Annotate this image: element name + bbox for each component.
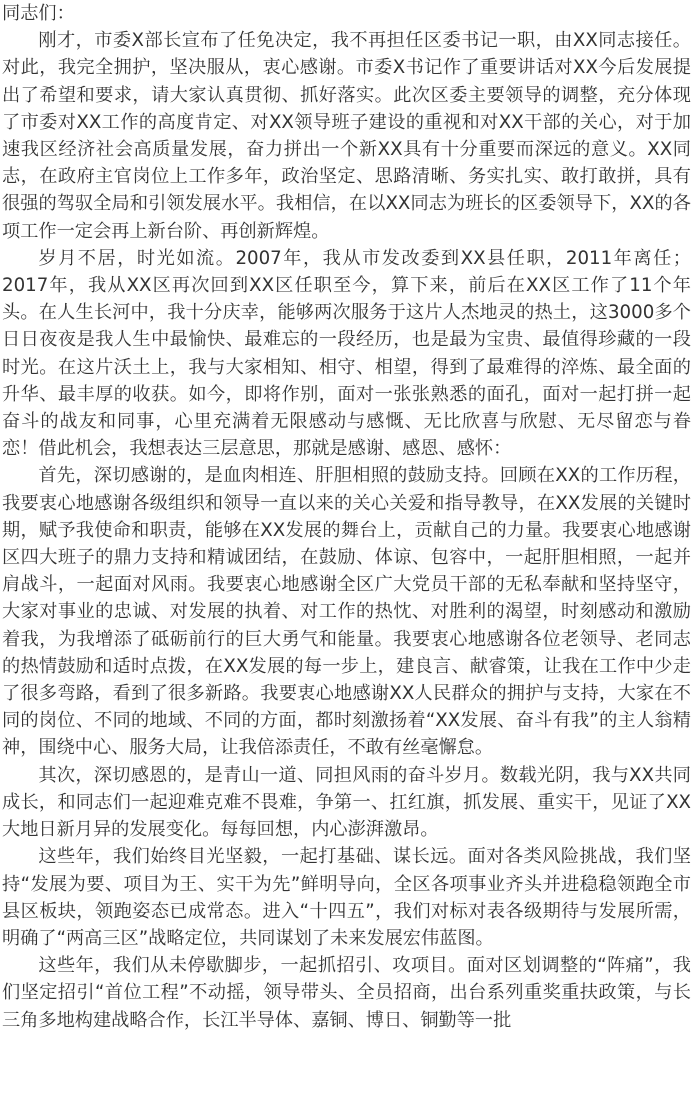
salutation: 同志们： <box>2 3 75 24</box>
paragraph-thankfulness: 其次，深切感恩的，是青山一道、同担风雨的奋斗岁月。数载光阴，我与XX共同成长，和同志们一起迎难克难不畏难，争第一、扛红旗，抓发展、重实干，见证了XX大地日新月异的发展变化。每每回想，内心澎湃激昂。 <box>2 764 691 841</box>
paragraph-handover: 刚才，市委X部长宣布了任免决定，我不再担任区委书记一职，由XX同志接任。对此，我完全拥护，坚决服从，衷心感谢。市委X书记作了重要讲话对XX今后发展提出了希望和要求，请大家认真贯彻、抓好落实。此次区委主要领导的调整，充分体现了市委对XX工作的高度肯定、对XX领导班子建设的重视和对XX干部的关心，对于加速我区经济社会高质量发展，奋力拼出一个新XX具有十分重要而深远的意义。XX同志，在政府主官岗位上工作多年，政治坚定、思路清晰、务实扎实、敢打敢拼，具有很强的驾驭全局和引领发展水平。我相信，在以XX同志为班长的区委领导下，XX的各项工作一定会再上新台阶、再创新辉煌。 <box>2 30 691 242</box>
paragraph-years-of-service: 岁月不居，时光如流。2007年，我从市发改委到XX县任职，2011年离任；2017年，我从XX区再次回到XX区任职至今，算下来，前后在XX区工作了11个年头。在人生长河中，我十分庆幸，能够两次服务于这片人杰地灵的热土，这3000多个日日夜夜是我人生中最愉快、最难忘的一段经历，也是最为宝贵、最值得珍藏的一段时光。在这片沃土上，我与大家相知、相守、相望，得到了最难得的淬炼、最全面的升华、最丰厚的收获。如今，即将作别，面对一张张熟悉的面孔，面对一起打拼一起奋斗的战友和同事，心里充满着无限感动与感慨、无比欣喜与欣慰、无尽留恋与眷恋！借此机会，我想表达三层意思，那就是感谢、感恩、感怀： <box>2 247 691 460</box>
paragraph-investment: 这些年，我们从未停歇脚步，一起抓招引、攻项目。面对区划调整的“阵痛”，我们坚定招引“首位工程”不动摇，领导带头、全员招商，出台系列重奖重扶政策，与长三角多地构建战略合作，长江半导体、嘉铜、博日、铜勤等一批 <box>2 955 691 1031</box>
paragraph-foundations: 这些年，我们始终目光坚毅，一起打基础、谋长远。面对各类风险挑战，我们坚持“发展为要、项目为王、实干为先”鲜明导向，全区各项事业齐头并进稳稳领跑全市县区板块，领跑姿态已成常态。进入“十四五”，我们对标对表各级期待与发展所需，明确了“两高三区”战略定位，共同谋划了未来发展宏伟蓝图。 <box>2 846 691 949</box>
paragraph-gratitude: 首先，深切感谢的，是血肉相连、肝胆相照的鼓励支持。回顾在XX的工作历程，我要衷心地感谢各级组织和领导一直以来的关心关爱和指导教导，在XX发展的关键时期，赋予我使命和职责，能够在XX发展的舞台上，贡献自己的力量。我要衷心地感谢区四大班子的鼎力支持和精诚团结，在鼓励、体谅、包容中，一起肝胆相照，一起并肩战斗，一起面对风雨。我要衷心地感谢全区广大党员干部的无私奉献和坚持坚守，大家对事业的忠诚、对发展的执着、对工作的热忱、对胜利的渴望，时刻感动和激励着我，为我增添了砥砺前行的巨大勇气和能量。我要衷心地感谢各位老领导、老同志的热情鼓励和适时点拨，在XX发展的每一步上，建良言、献睿策，让我在工作中少走了很多弯路，看到了很多新路。我要衷心地感谢XX人民群众的拥护与支持，大家在不同的岗位、不同的地域、不同的方面，都时刻激扬着“XX发展、奋斗有我”的主人翁精神，围绕中心、服务大局，让我倍添责任，不敢有丝毫懈怠。 <box>2 465 691 759</box>
